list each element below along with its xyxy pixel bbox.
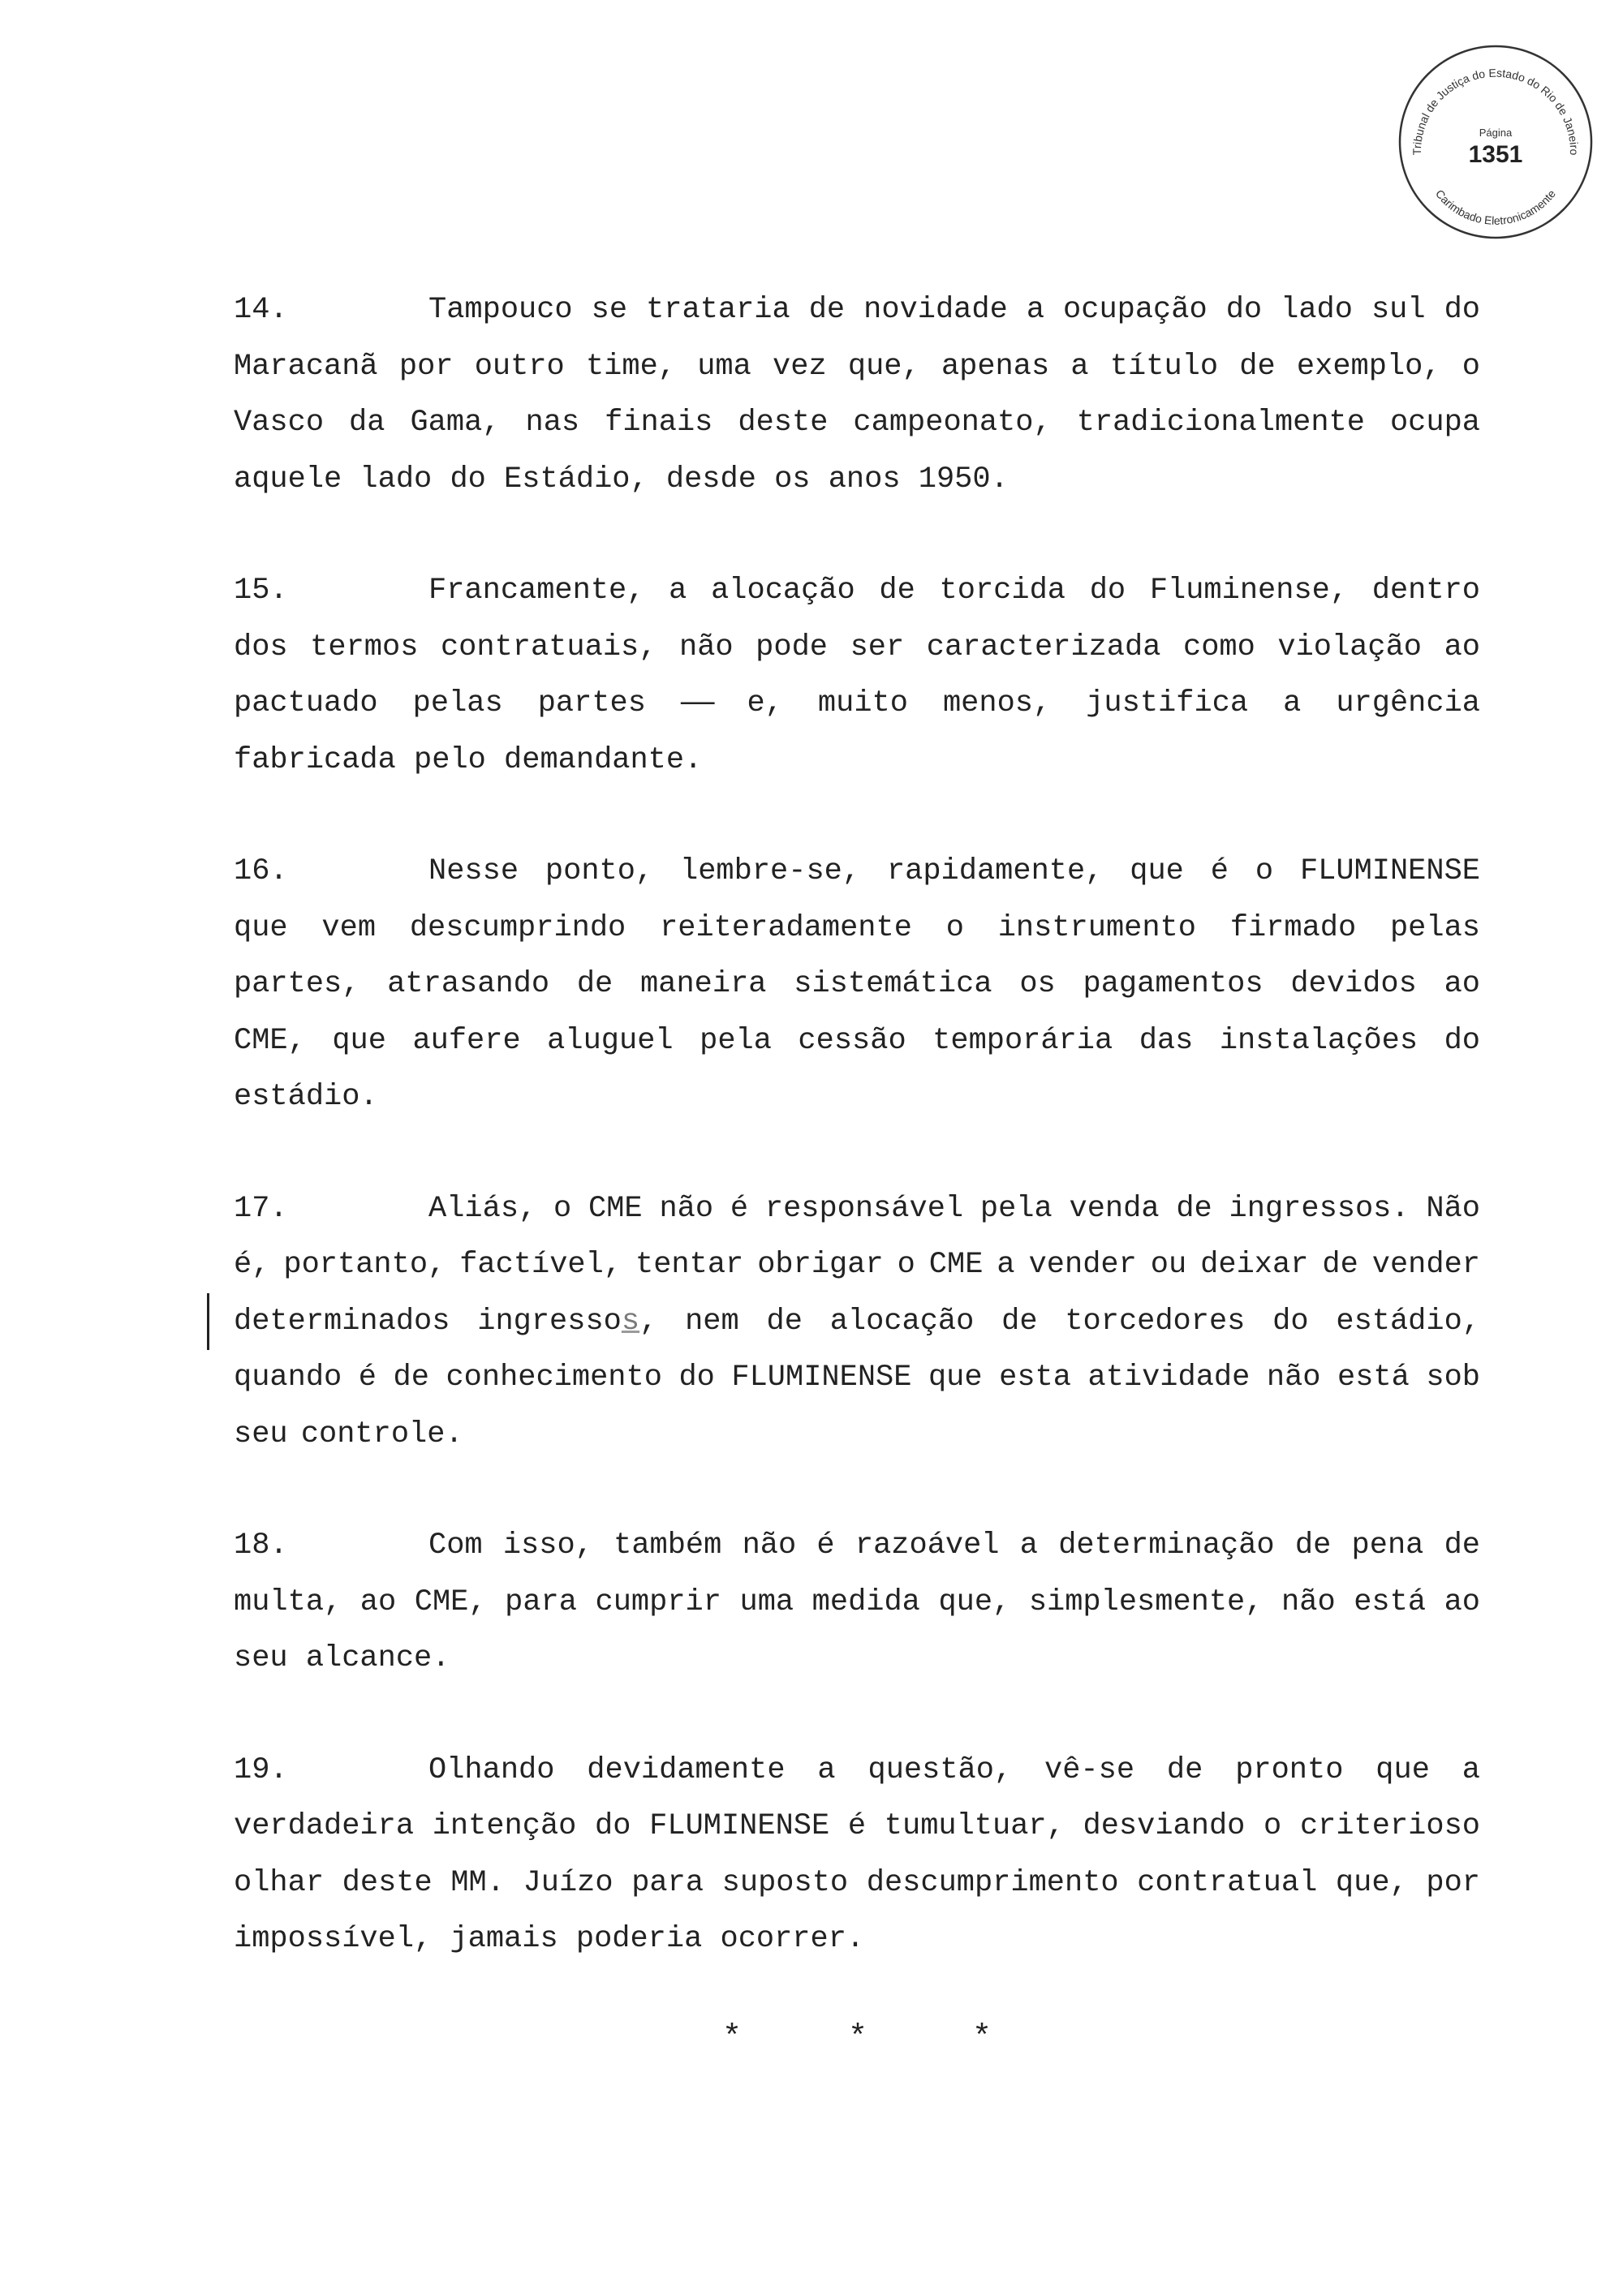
paragraph-18	[234, 1518, 1480, 1688]
stamp-page-number: 1351	[1468, 141, 1523, 168]
paragraph-text-continued: e, muito menos, justifica a urgência fabricada pelo demandante.	[234, 686, 1480, 777]
stamp-top-text: Tribunal de Justiça do Estado do Rio de Janeiro	[1410, 66, 1582, 156]
paragraph-number: 14.	[234, 293, 288, 327]
asterisk: *	[848, 2020, 868, 2057]
stamp-bottom-text: Carimbado Eletronicamente	[1432, 187, 1559, 227]
paragraph-19	[234, 1743, 1480, 1968]
paragraph-text: Tampouco se trataria de novidade a ocupação do lado sul do Maracanã por outro time, uma vez que, apenas a título de exemplo, o Vasco da Gama, nas finais deste campeonato, tradicionalmente ocupa aquele lado do Estádio, desde os anos 1950.	[234, 293, 1480, 497]
paragraph-number: 15.	[234, 574, 288, 608]
paragraph-text: Olhando devidamente a questão, vê-se de pronto que a verdadeira intenção do FLUMINENSE é tumultuar, desviando o criterioso olhar deste MM. Juízo para suposto descumprimento contratual que, por impossível, jamais poderia ocorrer.	[234, 1752, 1480, 1956]
tracked-change-underline: s	[621, 1304, 640, 1339]
stamp-seal-icon	[1394, 41, 1597, 243]
paragraph-text-continued: , nem de alocação de torcedores do estádio, quando é de conhecimento do FLUMINENSE que esta atividade não está sob seu controle.	[234, 1304, 1480, 1451]
paragraph-text: Com isso, também não é razoável a determinação de pena de multa, ao CME, para cumprir uma medida que, simplesmente, não está ao seu alcance.	[234, 1529, 1480, 1675]
paragraph-15	[234, 563, 1480, 789]
closing-asterisks	[0, 2020, 1623, 2077]
paragraph-number: 19.	[234, 1752, 288, 1787]
document-body	[234, 282, 1480, 2023]
svg-text:Carimbado Eletronicamente	[1433, 187, 1558, 227]
paragraph-text: Francamente, a alocação de torcida do Fluminense, dentro dos termos contratuais, não pode ser caracterizada como violação ao pactuado pelas partes	[234, 574, 1480, 720]
paragraph-text: Aliás, o CME não é responsável pela venda de ingressos. Não é, portanto, factível, tentar obrigar o CME a vender ou deixar de vender determinados ingresso	[234, 1191, 1480, 1339]
revision-marker	[207, 1293, 209, 1350]
em-dash: ——	[681, 686, 712, 720]
paragraph-number: 17.	[234, 1191, 288, 1226]
stamp-page-label: Página	[1479, 127, 1513, 139]
paragraph-14	[234, 282, 1480, 508]
paragraph-16	[234, 844, 1480, 1126]
asterisk: *	[972, 2020, 992, 2057]
paragraph-17	[234, 1181, 1480, 1464]
asterisk: *	[722, 2020, 743, 2057]
paragraph-number: 16.	[234, 854, 288, 888]
electronic-stamp	[1394, 41, 1597, 243]
paragraph-text: Nesse ponto, lembre-se, rapidamente, que é o FLUMINENSE que vem descumprindo reiteradamente o instrumento firmado pelas partes, atrasando de maneira sistemática os pagamentos devidos ao CME, que aufere aluguel pela cessão temporária das instalações do estádio.	[234, 854, 1480, 1114]
paragraph-number: 18.	[234, 1529, 288, 1563]
